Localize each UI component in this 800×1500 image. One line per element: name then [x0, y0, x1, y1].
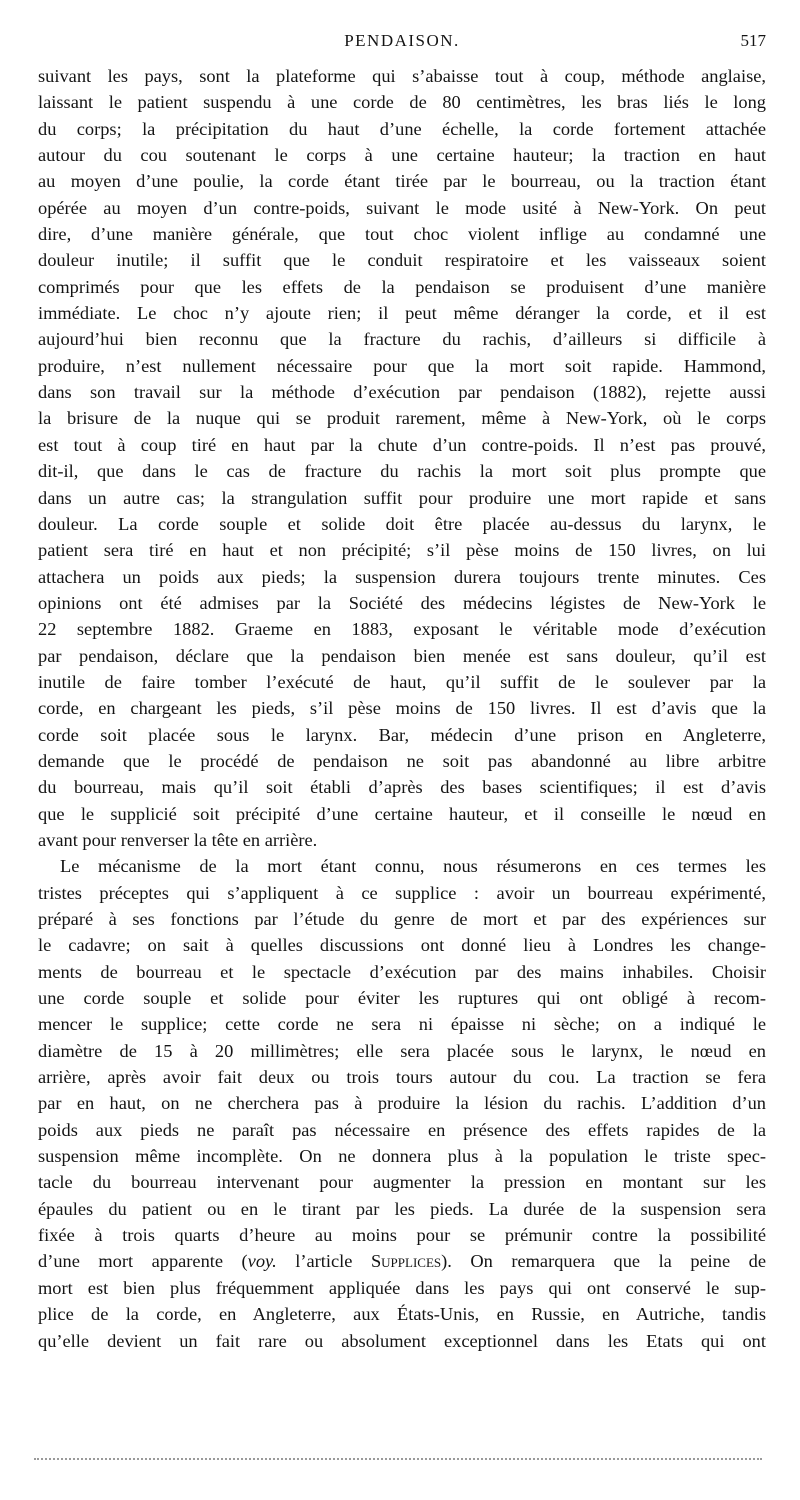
- text-line: mort est bien plus fréquemment appliquée dans les pays qui ont conservé le sup-: [38, 1277, 766, 1298]
- voy-abbreviation: voy.: [247, 1251, 277, 1272]
- text-fragment: d’une mort apparente (: [38, 1251, 248, 1272]
- text-line: mencer le supplice; cette corde ne sera ni épaisse ni sèche; on a indiqué le: [38, 1014, 766, 1035]
- text-line: aujourd’hui bien reconnu que la fracture du rachis, d’ailleurs si difficile à: [38, 329, 766, 350]
- text-line: fixée à trois quarts d’heure au moins pour se prémunir contre la possibilité: [38, 1225, 766, 1246]
- text-line: le cadavre; on sait à quelles discussions ont donné lieu à Londres les change-: [38, 935, 766, 956]
- text-line: arrière, après avoir fait deux ou trois tours autour du cou. La traction se fera: [38, 1067, 766, 1088]
- text-line: du bourreau, mais qu’il soit établi d’après des bases scientifiques; il est d’avis: [38, 777, 766, 798]
- text-line: corde, en chargeant les pieds, s’il pèse moins de 150 livres. Il est d’avis que la: [38, 698, 766, 719]
- text-line: inutile de faire tomber l’exécuté de haut, qu’il suffit de le soulever par la: [38, 671, 766, 692]
- text-fragment: l’article: [276, 1251, 371, 1272]
- text-line: corde soit placée sous le larynx. Bar, médecin d’une prison en Angleterre,: [38, 724, 766, 745]
- text-line: diamètre de 15 à 20 millimètres; elle sera placée sous le larynx, le nœud en: [38, 1040, 766, 1061]
- text-line: préparé à ses fonctions par l’étude du genre de mort et par des expériences sur: [38, 909, 766, 929]
- text-line: tacle du bourreau intervenant pour augmenter la pression en montant sur les: [38, 1172, 766, 1193]
- text-line: laissant le patient suspendu à une corde de 80 centimètres, les bras liés le long: [38, 92, 766, 113]
- text-line: dans un autre cas; la strangulation suffit pour produire une mort rapide et sans: [38, 487, 766, 508]
- text-line: dit-il, que dans le cas de fracture du rachis la mort soit plus prompte que: [38, 461, 766, 482]
- text-line: patient sera tiré en haut et non précipité; s’il pèse moins de 150 livres, on lui: [38, 540, 766, 561]
- text-fragment: ). On remarquera que la peine de: [441, 1251, 766, 1272]
- text-line: douleur. La corde souple et solide doit être placée au-dessus du larynx, le: [38, 513, 766, 534]
- text-line: dire, d’une manière générale, que tout choc violent inflige au condamné une: [38, 224, 766, 245]
- text-line: ments de bourreau et le spectacle d’exécution par des mains inhabiles. Choisir: [38, 961, 766, 982]
- text-line: comprimés pour que les effets de la pendaison se produisent d’une manière: [38, 276, 766, 297]
- text-line: 22 septembre 1882. Graeme en 1883, exposant le véritable mode d’exécution: [38, 619, 766, 640]
- text-line: opinions ont été admises par la Société des médecins légistes de New-York le: [38, 592, 766, 613]
- text-line: est tout à coup tiré en haut par la chute d’un contre-poids. Il n’est pas prouvé,: [38, 434, 766, 455]
- page-number: 517: [740, 31, 766, 50]
- text-line: du corps; la précipitation du haut d’une échelle, la corde fortement attachée: [38, 118, 766, 139]
- text-line: par en haut, on ne cherchera pas à produire la lésion du rachis. L’addition d’un: [38, 1093, 766, 1114]
- running-head: PENDAISON.: [344, 31, 460, 50]
- footer-dotted-rule: [34, 1458, 762, 1460]
- text-line: demande que le procédé de pendaison ne soit pas abandonné au libre arbitre: [38, 750, 766, 771]
- page-header: [38, 31, 766, 55]
- text-line: immédiate. Le choc n’y ajoute rien; il peut même déranger la corde, et il est: [38, 303, 766, 324]
- text-line: douleur inutile; il suffit que le conduit respiratoire et les vaisseaux soient: [38, 250, 766, 271]
- text-line: avant pour renverser la tête en arrière.: [38, 829, 318, 850]
- text-line: suivant les pays, sont la plateforme qui s’abaisse tout à coup, méthode anglaise,: [38, 66, 766, 86]
- text-line: opérée au moyen d’un contre-poids, suivant le mode usité à New-York. On peut: [38, 197, 766, 218]
- text-line: que le supplicié soit précipité d’une certaine hauteur, et il conseille le nœud en: [38, 803, 766, 824]
- text-line: tristes préceptes qui s’appliquent à ce supplice : avoir un bourreau expérimenté,: [38, 882, 766, 903]
- text-line: une corde souple et solide pour éviter les ruptures qui ont obligé à recom-: [38, 988, 766, 1009]
- text-line: par pendaison, déclare que la pendaison bien menée est sans douleur, qu’il est: [38, 645, 766, 666]
- text-line: autour du cou soutenant le corps à une certaine hauteur; la traction en haut: [38, 145, 766, 166]
- text-line: au moyen d’une poulie, la corde étant tirée par le bourreau, ou la traction étant: [38, 171, 766, 192]
- text-line: suspension même incomplète. On ne donnera plus à la population le triste spec-: [38, 1146, 766, 1167]
- text-line-with-reference: [38, 1248, 766, 1274]
- text-line: dans son travail sur la méthode d’exécution par pendaison (1882), rejette aussi: [38, 382, 766, 403]
- paragraph-2: [38, 853, 766, 1354]
- paragraph-1: [38, 63, 766, 853]
- cross-reference-supplices: Supplices: [370, 1251, 442, 1272]
- text-line: épaules du patient ou en le tirant par les pieds. La durée de la suspension sera: [38, 1198, 766, 1219]
- text-line: plice de la corde, en Angleterre, aux États-Unis, en Russie, en Autriche, tandis: [38, 1304, 766, 1325]
- text-line: produire, n’est nullement nécessaire pour que la mort soit rapide. Hammond,: [38, 355, 766, 376]
- text-line: attachera un poids aux pieds; la suspension durera toujours trente minutes. Ces: [38, 566, 766, 587]
- body-text: [38, 63, 766, 1354]
- text-line: la brisure de la nuque qui se produit rarement, même à New-York, où le corps: [38, 408, 766, 429]
- text-line: Le mécanisme de la mort étant connu, nous résumerons en ces termes les: [60, 856, 766, 877]
- text-line: qu’elle devient un fait rare ou absolument exceptionnel dans les Etats qui ont: [38, 1330, 766, 1351]
- text-line: poids aux pieds ne paraît pas nécessaire en présence des effets rapides de la: [38, 1119, 766, 1140]
